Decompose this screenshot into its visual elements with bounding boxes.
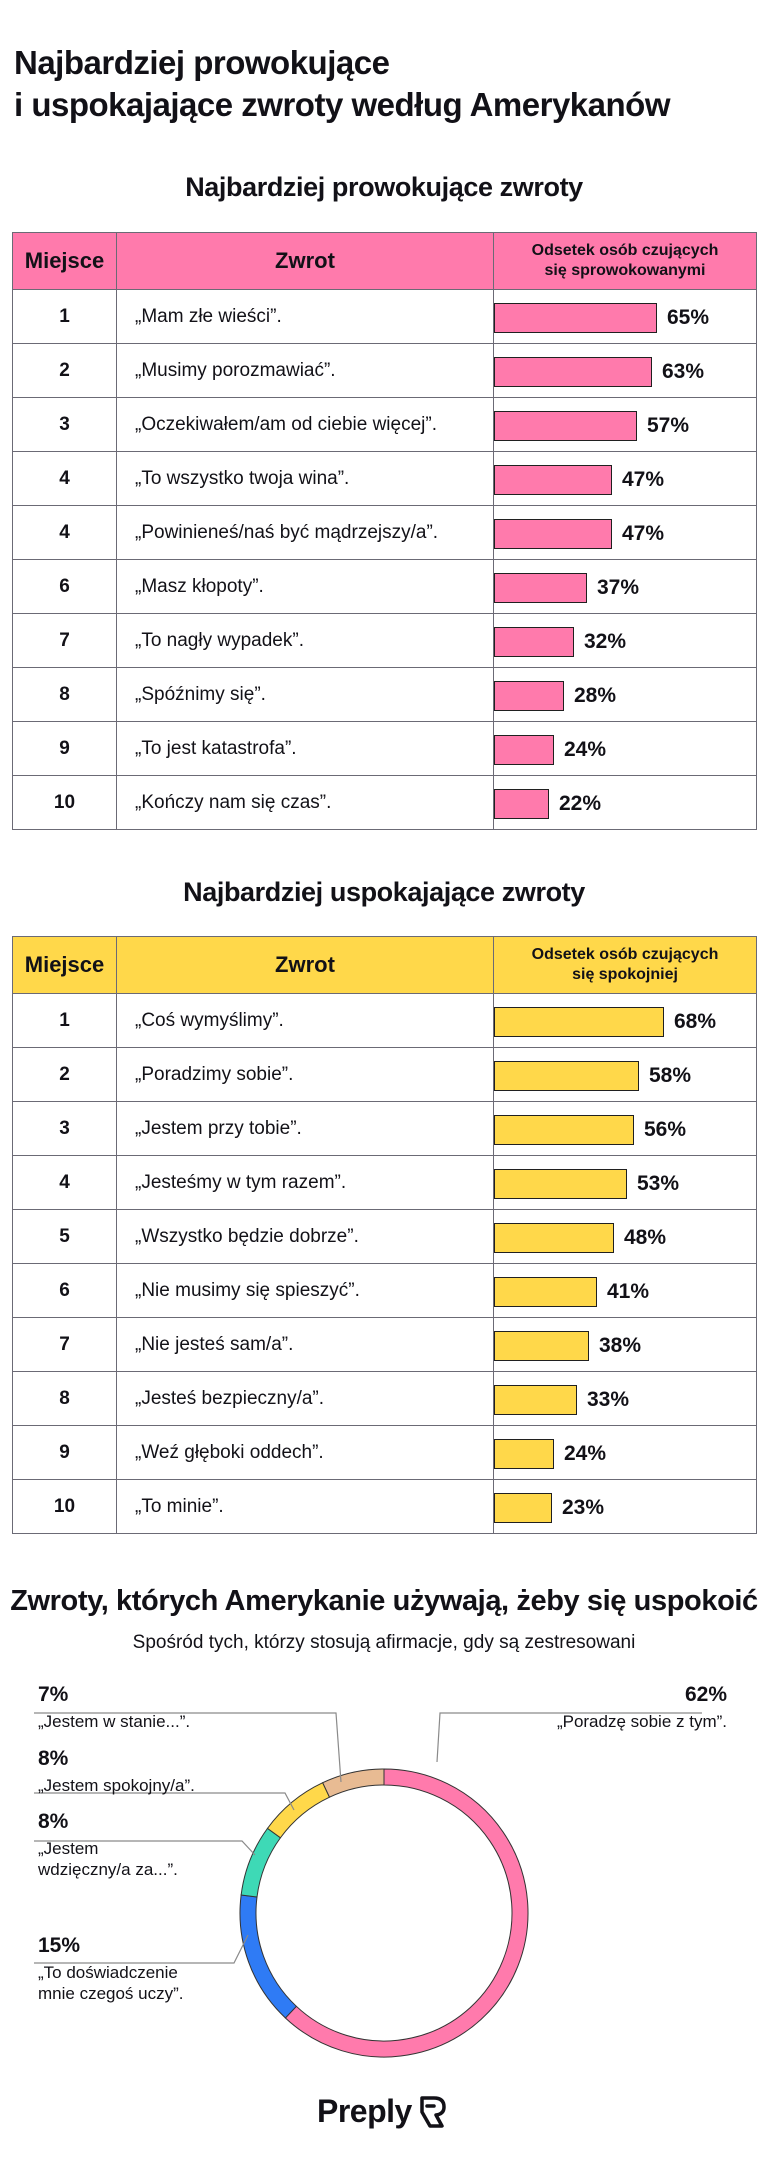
value-label: 32% (584, 630, 627, 653)
rank-header: Miejsce (13, 937, 117, 994)
percent-header: Odsetek osób czujących się sprowokowanymi (494, 233, 757, 290)
phrase-header: Zwrot (117, 233, 494, 290)
donut-slice-2 (241, 1828, 280, 1897)
phrase-cell: „Oczekiwałem/am od ciebie więcej”. (117, 398, 494, 452)
value-label: 28% (574, 684, 617, 707)
phrase-cell: „Musimy porozmawiać”. (117, 344, 494, 398)
label-slice-4: 7% „Jestem w stanie...”. (38, 1683, 191, 1731)
phrase-cell: „Nie musimy się spieszyć”. (117, 1264, 494, 1318)
phrase-cell: „Wszystko będzie dobrze”. (117, 1210, 494, 1264)
rank-cell: 4 (13, 1156, 117, 1210)
value-label: 63% (662, 360, 705, 383)
phrase-cell: „Weź głęboki oddech”. (117, 1426, 494, 1480)
phrase-header: Zwrot (117, 937, 494, 994)
value-label: 24% (564, 1442, 607, 1465)
value-label: 48% (624, 1226, 667, 1249)
percent-header: Odsetek osób czujących się spokojniej (494, 937, 757, 994)
value-label: 53% (637, 1172, 680, 1195)
phrase-cell: „To nagły wypadek”. (117, 614, 494, 668)
rank-cell: 8 (13, 668, 117, 722)
rank-cell: 10 (13, 776, 117, 830)
phrase-cell: „Mam złe wieści”. (117, 290, 494, 344)
rank-cell: 2 (13, 344, 117, 398)
preply-logo (317, 2093, 448, 2130)
donut-subtitle: Spośród tych, którzy stosują afirmacje, gdy są zestresowani (132, 1632, 636, 1653)
rank-header: Miejsce (13, 233, 117, 290)
rank-cell: 6 (13, 560, 117, 614)
phrase-cell: „Jestem przy tobie”. (117, 1102, 494, 1156)
phrase-cell: „Jesteśmy w tym razem”. (117, 1156, 494, 1210)
phrase-cell: „Kończy nam się czas”. (117, 776, 494, 830)
value-label: 24% (564, 738, 607, 761)
rank-cell: 1 (13, 290, 117, 344)
preply-logo-icon (416, 2094, 448, 2130)
donut-slice-1 (240, 1895, 296, 2018)
value-label: 58% (649, 1064, 692, 1087)
rank-cell: 8 (13, 1372, 117, 1426)
phrase-cell: „Poradzimy sobie”. (117, 1048, 494, 1102)
rank-cell: 1 (13, 994, 117, 1048)
value-label: 56% (644, 1118, 687, 1141)
phrase-cell: „Coś wymyślimy”. (117, 994, 494, 1048)
rank-cell: 3 (13, 398, 117, 452)
rank-cell: 9 (13, 1426, 117, 1480)
label-slice-1: 15% „To doświadczenie mnie czegoś uczy”. (38, 1934, 184, 2003)
value-label: 65% (667, 306, 710, 329)
label-slice-0: 62% „Poradzę sobie z tym”. (556, 1683, 727, 1731)
donut-slice-0 (285, 1769, 528, 2057)
rank-cell: 7 (13, 614, 117, 668)
value-label: 41% (607, 1280, 650, 1303)
value-label: 33% (587, 1388, 630, 1411)
phrase-cell: „Powinieneś/naś być mądrzejszy/a”. (117, 506, 494, 560)
donut-slice-4 (323, 1769, 384, 1797)
provoking-table-title: Najbardziej prowokujące zwroty (185, 172, 583, 202)
phrase-cell: „To minie”. (117, 1480, 494, 1534)
rank-cell: 4 (13, 452, 117, 506)
donut-slice-3 (268, 1783, 330, 1838)
rank-cell: 7 (13, 1318, 117, 1372)
phrase-cell: „Jesteś bezpieczny/a”. (117, 1372, 494, 1426)
value-label: 37% (597, 576, 640, 599)
value-label: 68% (674, 1010, 717, 1033)
rank-cell: 3 (13, 1102, 117, 1156)
value-label: 47% (622, 522, 665, 545)
label-slice-3: 8% „Jestem spokojny/a”. (38, 1747, 195, 1795)
rank-cell: 6 (13, 1264, 117, 1318)
rank-cell: 2 (13, 1048, 117, 1102)
label-slice-2: 8% „Jestem wdzięczny/a za...”. (38, 1810, 178, 1879)
value-label: 22% (559, 792, 602, 815)
donut-title: Zwroty, których Amerykanie używają, żeby się uspokoić (10, 1585, 758, 1617)
phrase-cell: „Spóźnimy się”. (117, 668, 494, 722)
value-label: 47% (622, 468, 665, 491)
brand-name: Preply (317, 2093, 412, 2129)
value-label: 57% (647, 414, 690, 437)
phrase-cell: „To jest katastrofa”. (117, 722, 494, 776)
value-label: 23% (562, 1496, 605, 1519)
page-title-line1: Najbardziej prowokujące (14, 44, 390, 81)
calming-table-title: Najbardziej uspokajające zwroty (183, 877, 585, 907)
rank-cell: 4 (13, 506, 117, 560)
phrase-cell: „Masz kłopoty”. (117, 560, 494, 614)
phrase-cell: „To wszystko twoja wina”. (117, 452, 494, 506)
rank-cell: 9 (13, 722, 117, 776)
page-title-line2: i uspokajające zwroty według Amerykanów (14, 86, 670, 123)
rank-cell: 5 (13, 1210, 117, 1264)
rank-cell: 10 (13, 1480, 117, 1534)
value-label: 38% (599, 1334, 642, 1357)
phrase-cell: „Nie jesteś sam/a”. (117, 1318, 494, 1372)
